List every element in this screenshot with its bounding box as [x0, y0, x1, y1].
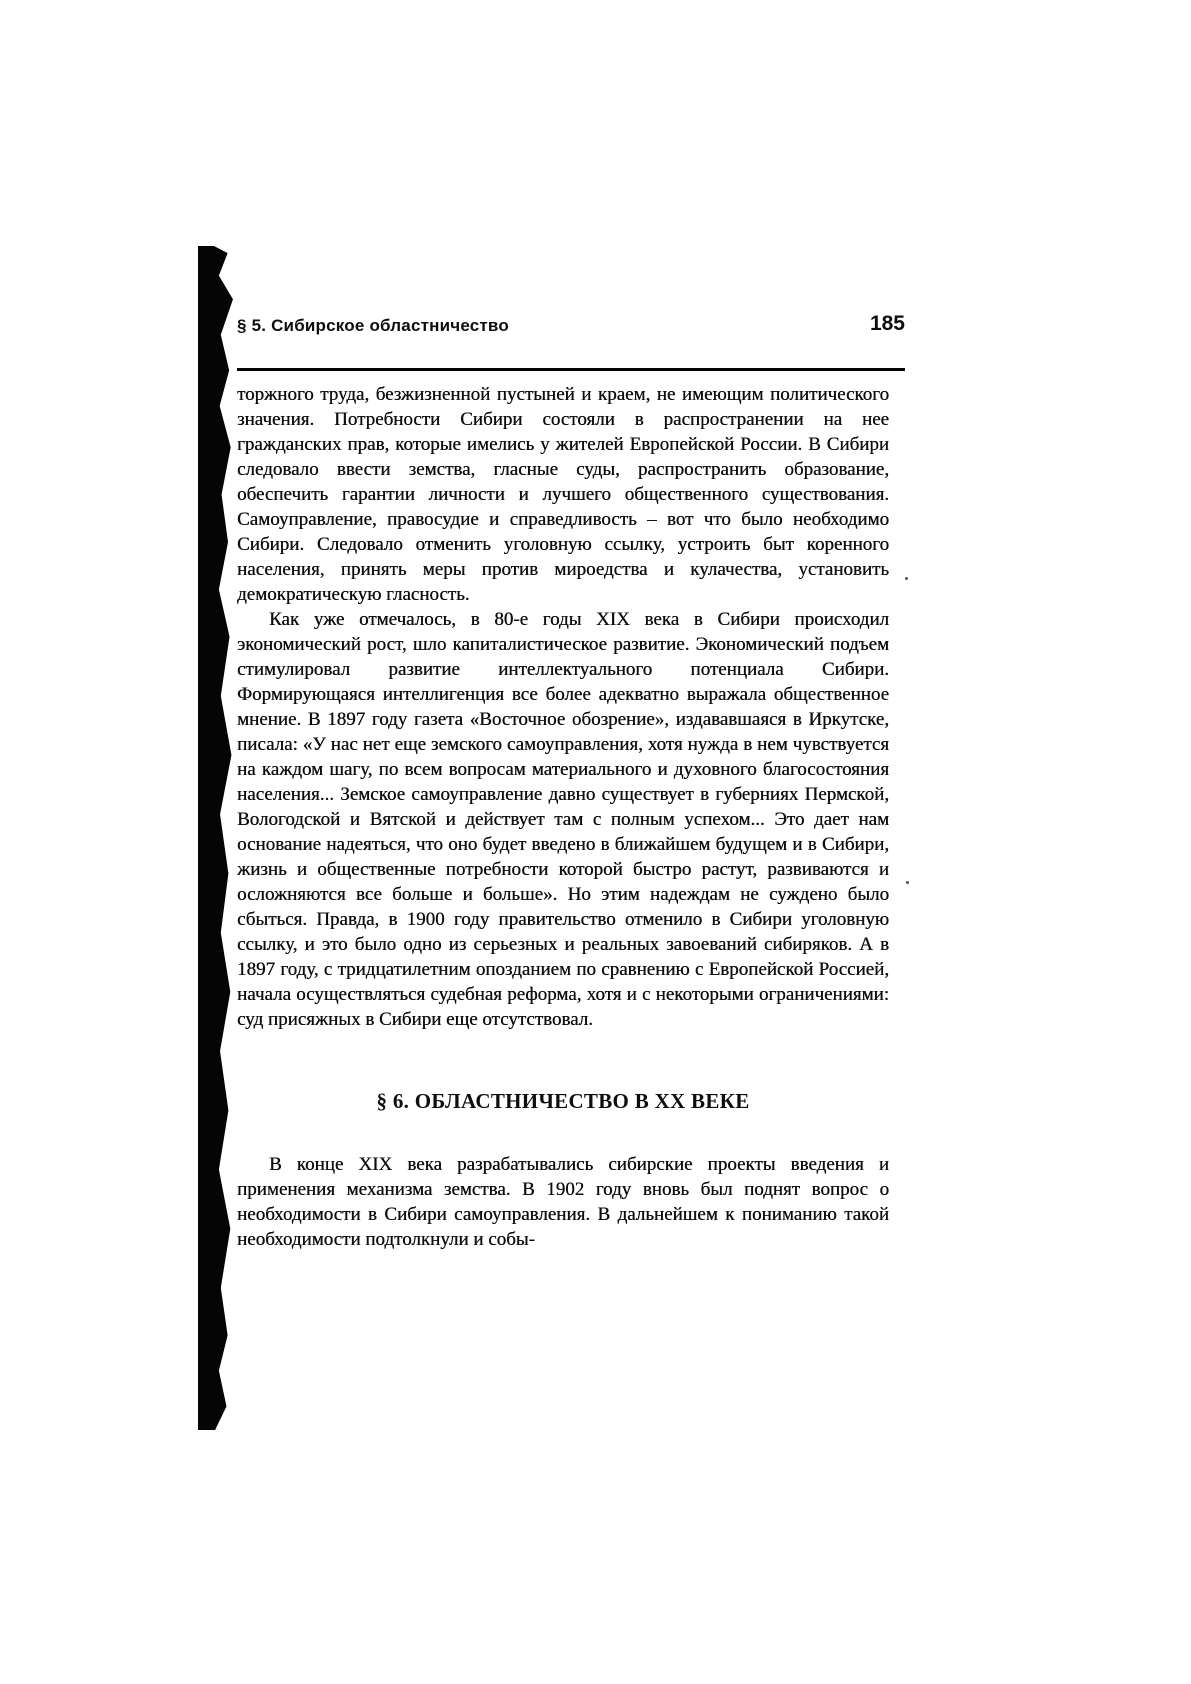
- running-header: [237, 312, 905, 336]
- scan-speck: [906, 881, 909, 884]
- page-number: 185: [869, 312, 905, 335]
- paragraph: Как уже отмечалось, в 80-е годы XIX века в Сибири происходил экономический рост, шло капиталистическое развитие. Экономический подъем стимулировал развитие интеллектуального потенциала Сибири. Формирующаяся интеллигенция все более адекватно выражала общественное мнение. В 1897 году газета «Восточное обозрение», издававшаяся в Иркутске, писала: «У нас нет еще земского самоуправления, хотя нужда в нем чувствуется на каждом шагу, по всем вопросам материального и духовного благосостояния населения... Земское самоуправление давно существует в губерниях Пермской, Вологодской и Вятской и действует там с полным успехом... Это дает нам основание надеяться, что оно будет введено в ближайшем будущем и в Сибири, жизнь и общественные потребности которой быстро растут, развиваются и осложняются все больше и больше». Но этим надеждам не суждено было сбыться. Правда, в 1900 году правительство отменило в Сибири уголовную ссылку, и это было одно из серьезных и реальных завоеваний сибиряков. А в 1897 году, с тридцатилетним опозданием по сравнению с Европейской Россией, начала осуществляться судебная реформа, хотя и с некоторыми ограничениями: суд присяжных в Сибири еще отсутствовал.: [237, 609, 889, 1030]
- header-rule-divider: [237, 368, 905, 371]
- book-binding-shadow: [198, 246, 236, 1430]
- paragraph-continuation: торжного труда, безжизненной пустыней и краем, не имеющим политического значения. Потребности Сибири состояли в распространении на нее гражданских прав, которые имелись у жителей Европейской России. В Сибири следовало ввести земства, гласные суды, распространить образование, обеспечить гарантии личности и лучшего общественного существования. Самоуправление, правосудие и справедливость – вот что было необходимо Сибири. Следовало отменить уголовную ссылку, устроить быт коренного населения, принять меры против мироедства и кулачества, установить демократическую гласность.: [237, 384, 889, 605]
- running-header-section-title: § 5. Сибирское областничество: [237, 316, 509, 335]
- section-heading: § 6. ОБЛАСТНИЧЕСТВО В XX ВЕКЕ: [376, 1089, 750, 1113]
- scan-speck: [905, 577, 908, 580]
- body-text-block: [237, 382, 889, 1252]
- paragraph: В конце XIX века разрабатывались сибирские проекты введения и применения механизма земства. В 1902 году вновь был поднят вопрос о необходимости в Сибири самоуправления. В дальнейшем к пониманию такой необходимости подтолкнули и собы-: [237, 1154, 889, 1250]
